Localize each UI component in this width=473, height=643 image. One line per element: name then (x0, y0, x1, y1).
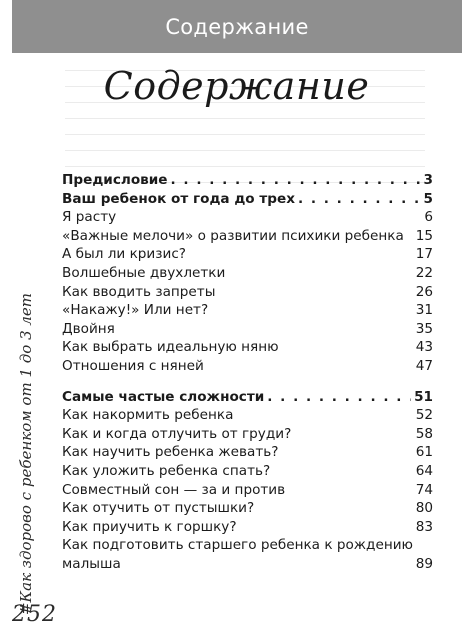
toc-page-number: 80 (415, 500, 433, 517)
page-number: 252 (12, 602, 57, 627)
toc-entry-label: Двойня (62, 320, 115, 337)
toc-page-number: 51 (414, 388, 433, 405)
toc-entry-row[interactable] (62, 518, 433, 537)
toc-entry-row[interactable] (62, 406, 433, 425)
toc-entry-label: Ваш ребенок от года до трех (62, 190, 295, 207)
toc-entry-row[interactable] (62, 443, 433, 462)
toc-entry-row[interactable] (62, 338, 433, 357)
toc-entry-row[interactable] (62, 227, 433, 246)
toc-entry-label: Я расту (62, 209, 117, 226)
toc-entry-row[interactable] (62, 536, 433, 555)
toc-entry-label: Как уложить ребенка спать? (62, 462, 271, 479)
toc-page-number: 26 (415, 283, 433, 300)
toc-entry-row[interactable] (62, 357, 433, 376)
toc-entry-label: «Накажу!» Или нет? (62, 302, 209, 319)
toc-page-number: 74 (415, 481, 433, 498)
toc-entry-label: Как выбрать идеальную няню (62, 339, 279, 356)
toc-entry-label: Волшебные двухлетки (62, 264, 226, 281)
toc-entry-label: Как вводить запреты (62, 283, 216, 300)
toc-entry-row[interactable] (62, 245, 433, 264)
toc-entry-row[interactable] (62, 462, 433, 481)
toc-entry-row[interactable] (62, 320, 433, 339)
toc-entry-row[interactable] (62, 481, 433, 500)
toc-entry-row[interactable] (62, 499, 433, 518)
toc-page-number: 83 (415, 518, 433, 535)
toc-section-row[interactable] (62, 190, 433, 209)
toc-entry-label: Отношения с няней (62, 357, 204, 374)
toc-entry-label: Как отучить от пустышки? (62, 500, 255, 517)
toc-page-number: 61 (415, 444, 433, 461)
toc-section-row[interactable] (62, 171, 433, 190)
section-gap (62, 376, 433, 388)
toc-page-number: 31 (415, 302, 433, 319)
toc-entry-row[interactable] (62, 264, 433, 283)
toc-page-number: 22 (415, 264, 433, 281)
toc-entry-label: А был ли кризис? (62, 246, 187, 263)
toc-page-number: 17 (415, 246, 433, 263)
toc-entry-row[interactable] (62, 208, 433, 227)
dot-leader (171, 171, 421, 190)
toc-entry-row[interactable] (62, 301, 433, 320)
dot-leader (267, 388, 411, 407)
toc-page-number: 52 (415, 407, 433, 424)
spine-text: #Как здорово с ребенком от 1 до 3 лет (17, 292, 35, 616)
toc-entry-label: Самые частые сложности (62, 388, 265, 405)
toc-entry-label: Совместный сон — за и против (62, 481, 286, 498)
toc-page-number: 3 (423, 172, 433, 188)
toc-entry-row[interactable] (62, 555, 433, 574)
table-of-contents (62, 171, 433, 573)
toc-page-number: 89 (415, 555, 433, 572)
toc-page-number: 43 (415, 339, 433, 356)
toc-entry-row[interactable] (62, 283, 433, 302)
toc-entry-row[interactable] (62, 425, 433, 444)
toc-entry-label: Как и когда отлучить от груди? (62, 425, 292, 442)
toc-page-number: 47 (415, 357, 433, 374)
toc-entry-label: Предисловие (62, 172, 168, 188)
toc-entry-label: Как научить ребенка жевать? (62, 444, 279, 461)
toc-page-number: 6 (424, 209, 433, 226)
toc-entry-label: Как приучить к горшку? (62, 518, 237, 535)
toc-section-row[interactable] (62, 388, 433, 407)
page-heading: Содержание (103, 64, 370, 108)
header-title: Содержание (165, 14, 309, 39)
header-bar (12, 0, 462, 53)
toc-page-number: 58 (415, 425, 433, 442)
toc-entry-label: Как накормить ребенка (62, 407, 234, 424)
toc-page-number: 35 (415, 320, 433, 337)
toc-page-number: 5 (423, 190, 433, 207)
toc-entry-label: Как подготовить старшего ребенка к рождению (62, 537, 413, 554)
toc-page-number: 64 (415, 462, 433, 479)
spine-caption (6, 292, 46, 616)
toc-entry-label: малыша (62, 555, 121, 572)
toc-entry-label: «Важные мелочи» о развитии психики ребенка (62, 227, 404, 244)
dot-leader (298, 190, 421, 209)
toc-page-number: 15 (415, 227, 433, 244)
